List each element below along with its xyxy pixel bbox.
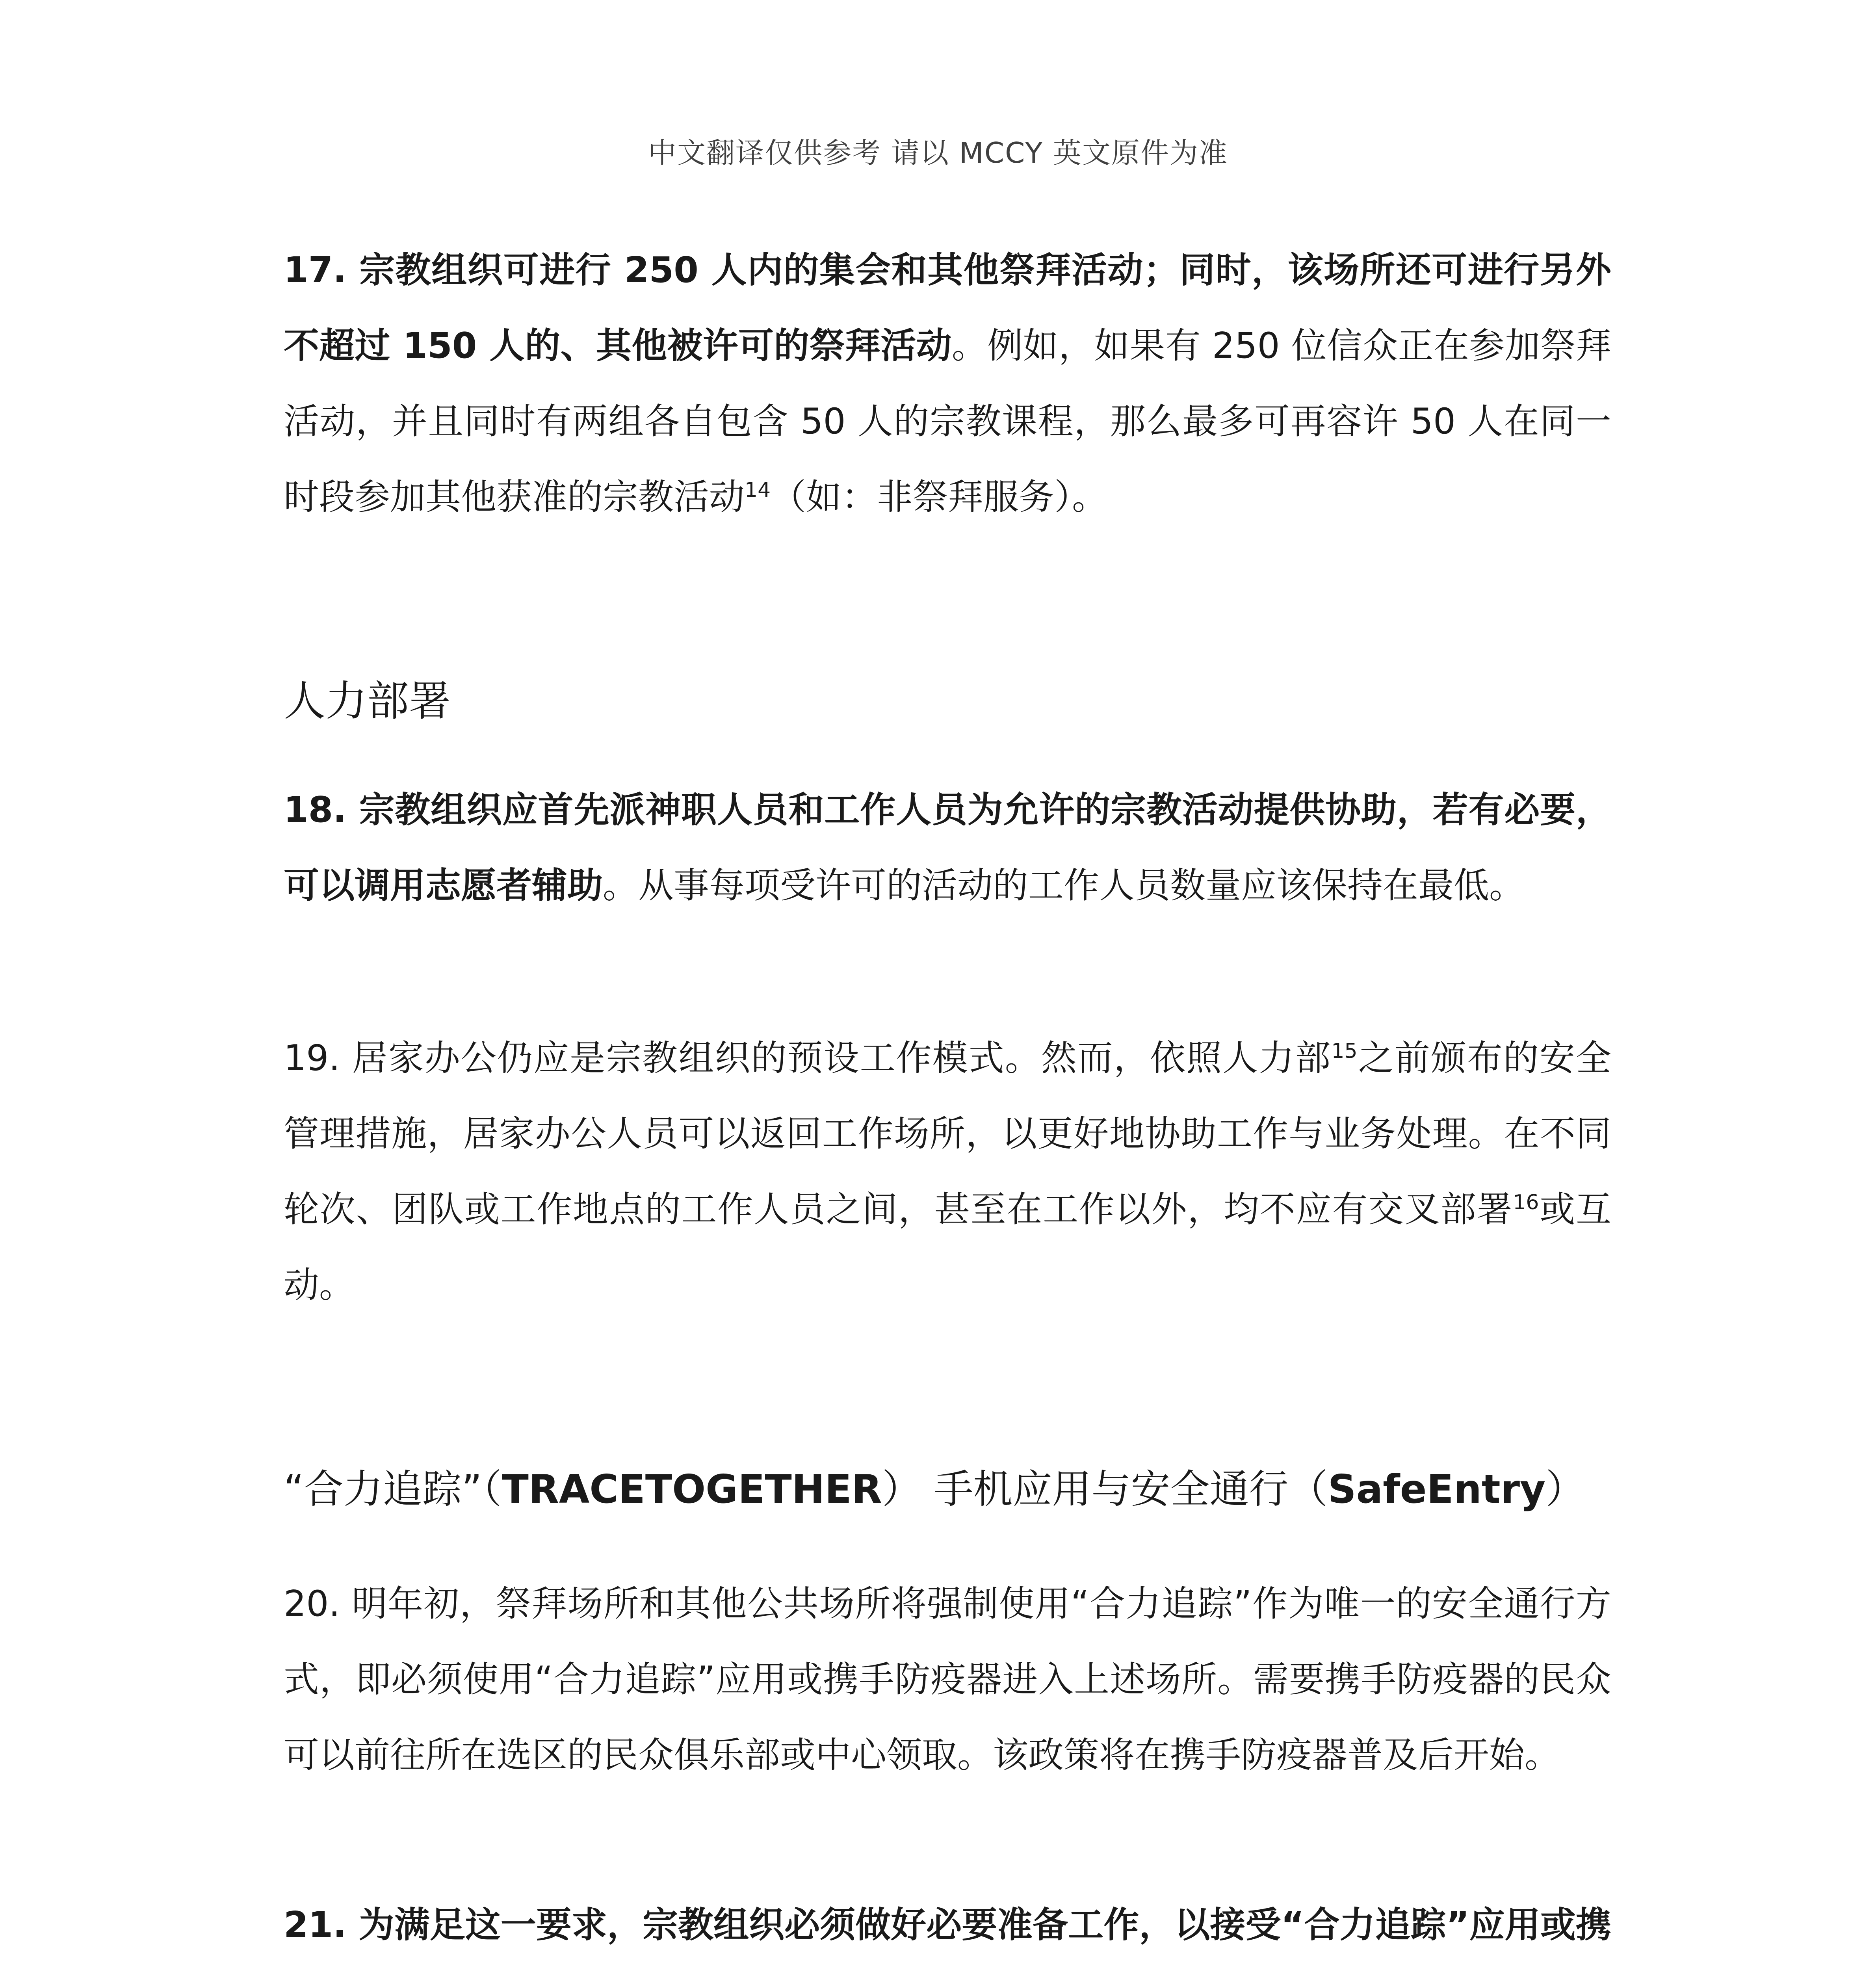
paragraph-17-bold: 17. 宗教组织可进行 250 人内的集会和其他祭拜活动；同时，该场所还可进行另外不超过 150 人的、其他被许可的祭拜活动 [284,249,1611,366]
paragraph-17-text-b: （如：非祭拜服务）。 [771,476,1108,518]
paragraph-19-text-c: 或互动。 [284,1189,1611,1306]
paragraph-20-text: 20. 明年初，祭拜场所和其他公共场所将强制使用“合力追踪”作为唯一的安全通行方式，即必须使用“合力追踪”应用或携手防疫器进入上述场所。需要携手防疫器的民众可以前往所在选区的民众俱乐部或中心领取。该政策将在携手防疫器普及后开始。 [284,1583,1611,1776]
paragraph-21 [284,1887,1611,1970]
paragraph-19-text-a: 19. 居家办公仍应是宗教组织的预设工作模式。然而，依照人力部 [284,1037,1332,1079]
section-heading-manpower: 人力部署 [284,677,451,725]
paragraph-19 [284,1020,1611,1323]
page-header: 中文翻译仅供参考 请以 MCCY 英文原件为准 [648,136,1228,169]
paragraph-20 [284,1566,1611,1793]
paragraph-19-text-b: 之前颁布的安全管理措施，居家办公人员可以返回工作场所，以更好地协助工作与业务处理。在不同轮次、团队或工作地点的工作人员之间，甚至在工作以外，均不应有交叉部署 [284,1037,1611,1230]
paragraph-21-bold: 21. 为满足这一要求，宗教组织必须做好必要准备工作，以接受“合力追踪”应用或携 [284,1904,1611,1946]
footnote-ref-14[interactable]: 14 [745,478,771,502]
paragraph-17-text-a: 。例如，如果有 250 位信众正在参加祭拜活动，并且同时有两组各自包含 50 人的宗教课程，那么最多可再容许 50 人在同一时段参加其他获准的宗教活动 [284,325,1612,518]
paragraph-18 [284,772,1611,924]
paragraph-17 [284,232,1611,535]
section-heading-tracetogether: “合力追踪”（TRACETOGETHER） 手机应用与安全通行（SafeEntry） [284,1466,1585,1512]
footnote-ref-16[interactable]: 16 [1513,1191,1539,1214]
section-manpower [284,670,1611,733]
paragraph-18-bold: 18. 宗教组织应首先派神职人员和工作人员为允许的宗教活动提供协助，若有必要，可以调用志愿者辅助 [284,789,1611,906]
section-tracetogether [284,1458,1611,1521]
paragraph-18-text: 。从事每项受许可的活动的工作人员数量应该保持在最低。 [603,865,1525,906]
footnote-ref-15[interactable]: 15 [1331,1039,1358,1063]
